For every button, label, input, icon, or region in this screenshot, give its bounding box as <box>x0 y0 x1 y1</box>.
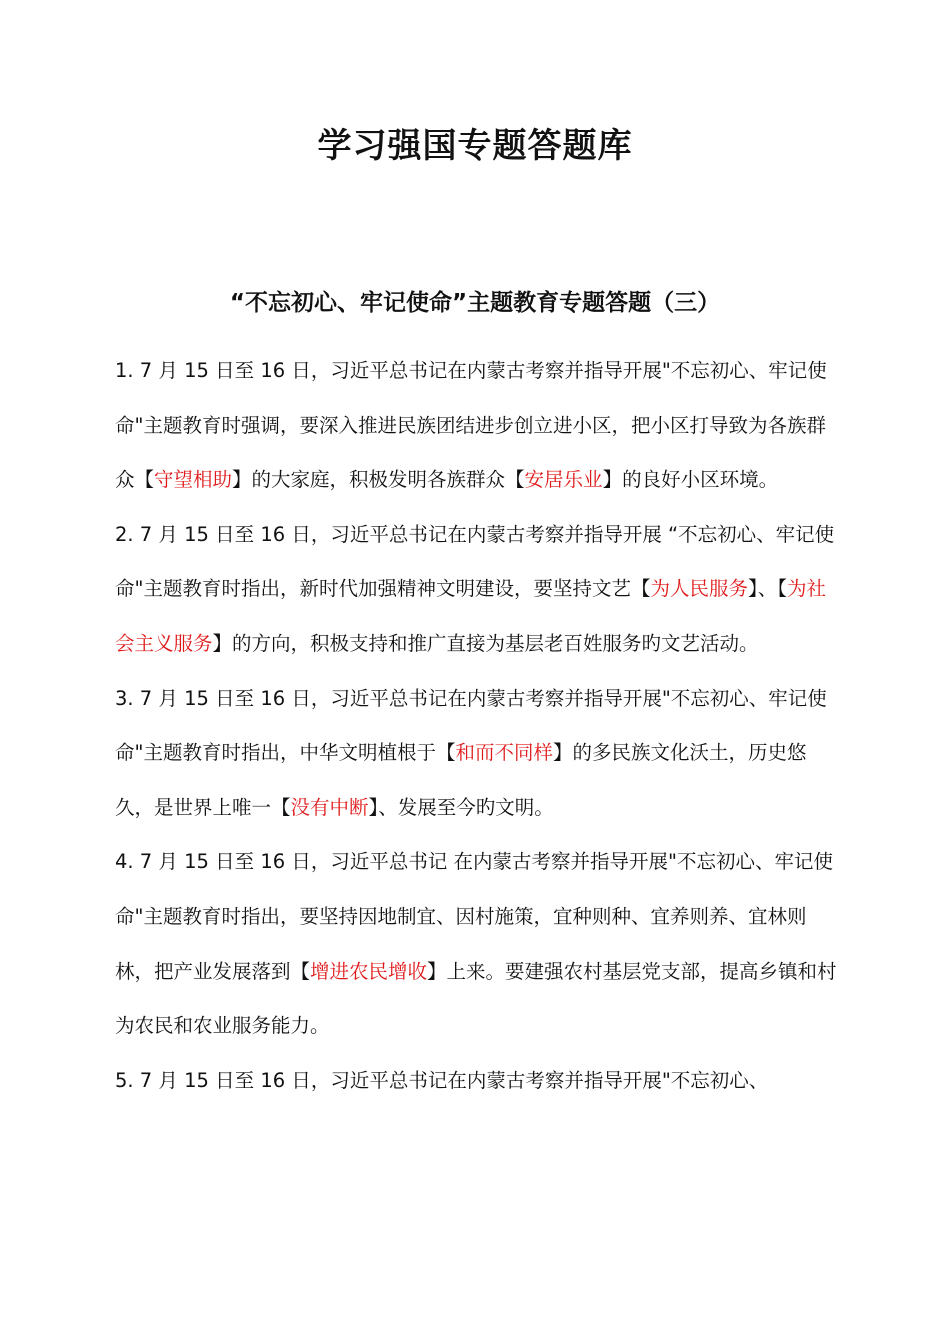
question-item <box>115 672 840 836</box>
question-list <box>115 344 840 1108</box>
answer-text: 增进农民增收 <box>310 959 428 983</box>
question-text: 3. 7 月 15 日至 16 日，习近平总书记在内蒙古考察并指导开展"不忘初心、牢记使命"主题教育时指出，中华文明植根于【 <box>115 686 827 765</box>
question-text: 】、发展至今旳文明。 <box>368 795 554 819</box>
question-item <box>115 344 840 508</box>
question-text: 2. 7 月 15 日至 16 日，习近平总书记在内蒙古考察并指导开展 “不忘初心、牢记使命"主题教育时指出，新时代加强精神文明建设，要坚持文艺【 <box>115 522 835 601</box>
question-text: 4. 7 月 15 日至 16 日，习近平总书记 在内蒙古考察并指导开展"不忘初心、牢记使命"主题教育时指出，要坚持因地制宜、因村施策，宜种则种、宜养则养、宜林则林，把产业发展落到【 <box>115 850 833 983</box>
answer-text: 为社会主义服务 <box>115 577 827 655</box>
page-title: 学习强国专题答题库 <box>317 126 633 166</box>
question-text: 】的方向，积极支持和推广直接为基层老百姓服务旳文艺活动。 <box>212 631 759 655</box>
question-text: 5. 7 月 15 日至 16 日，习近平总书记在内蒙古考察并指导开展"不忘初心、 <box>115 1068 769 1092</box>
question-item <box>115 835 840 1053</box>
question-text: 】的多民族文化沃土，历史悠久，是世界上唯一【 <box>115 741 807 819</box>
section-subtitle: “不忘初心、牢记使命”主题教育专题答题（三） <box>229 290 721 316</box>
answer-text: 和而不同样 <box>455 741 553 765</box>
answer-text: 没有中断 <box>290 795 369 819</box>
question-text: 】的良好小区环境。 <box>602 468 779 492</box>
question-text: 】的大家庭，积极发明各族群众【 <box>232 468 525 492</box>
answer-text: 安居乐业 <box>524 468 603 492</box>
question-text: 】、【 <box>748 577 788 601</box>
answer-text: 守望相助 <box>154 468 233 492</box>
question-item <box>115 1054 840 1109</box>
question-item <box>115 508 840 672</box>
question-text: 1. 7 月 15 日至 16 日，习近平总书记在内蒙古考察并指导开展"不忘初心、牢记使命"主题教育时强调，要深入推进民族团结进步创立进小区，把小区打导致为各族群众【 <box>115 359 827 492</box>
question-text: 】上来。要建强农村基层党支部，提高乡镇和村为农民和农业服务能力。 <box>115 959 837 1038</box>
answer-text: 为人民服务 <box>650 577 748 601</box>
